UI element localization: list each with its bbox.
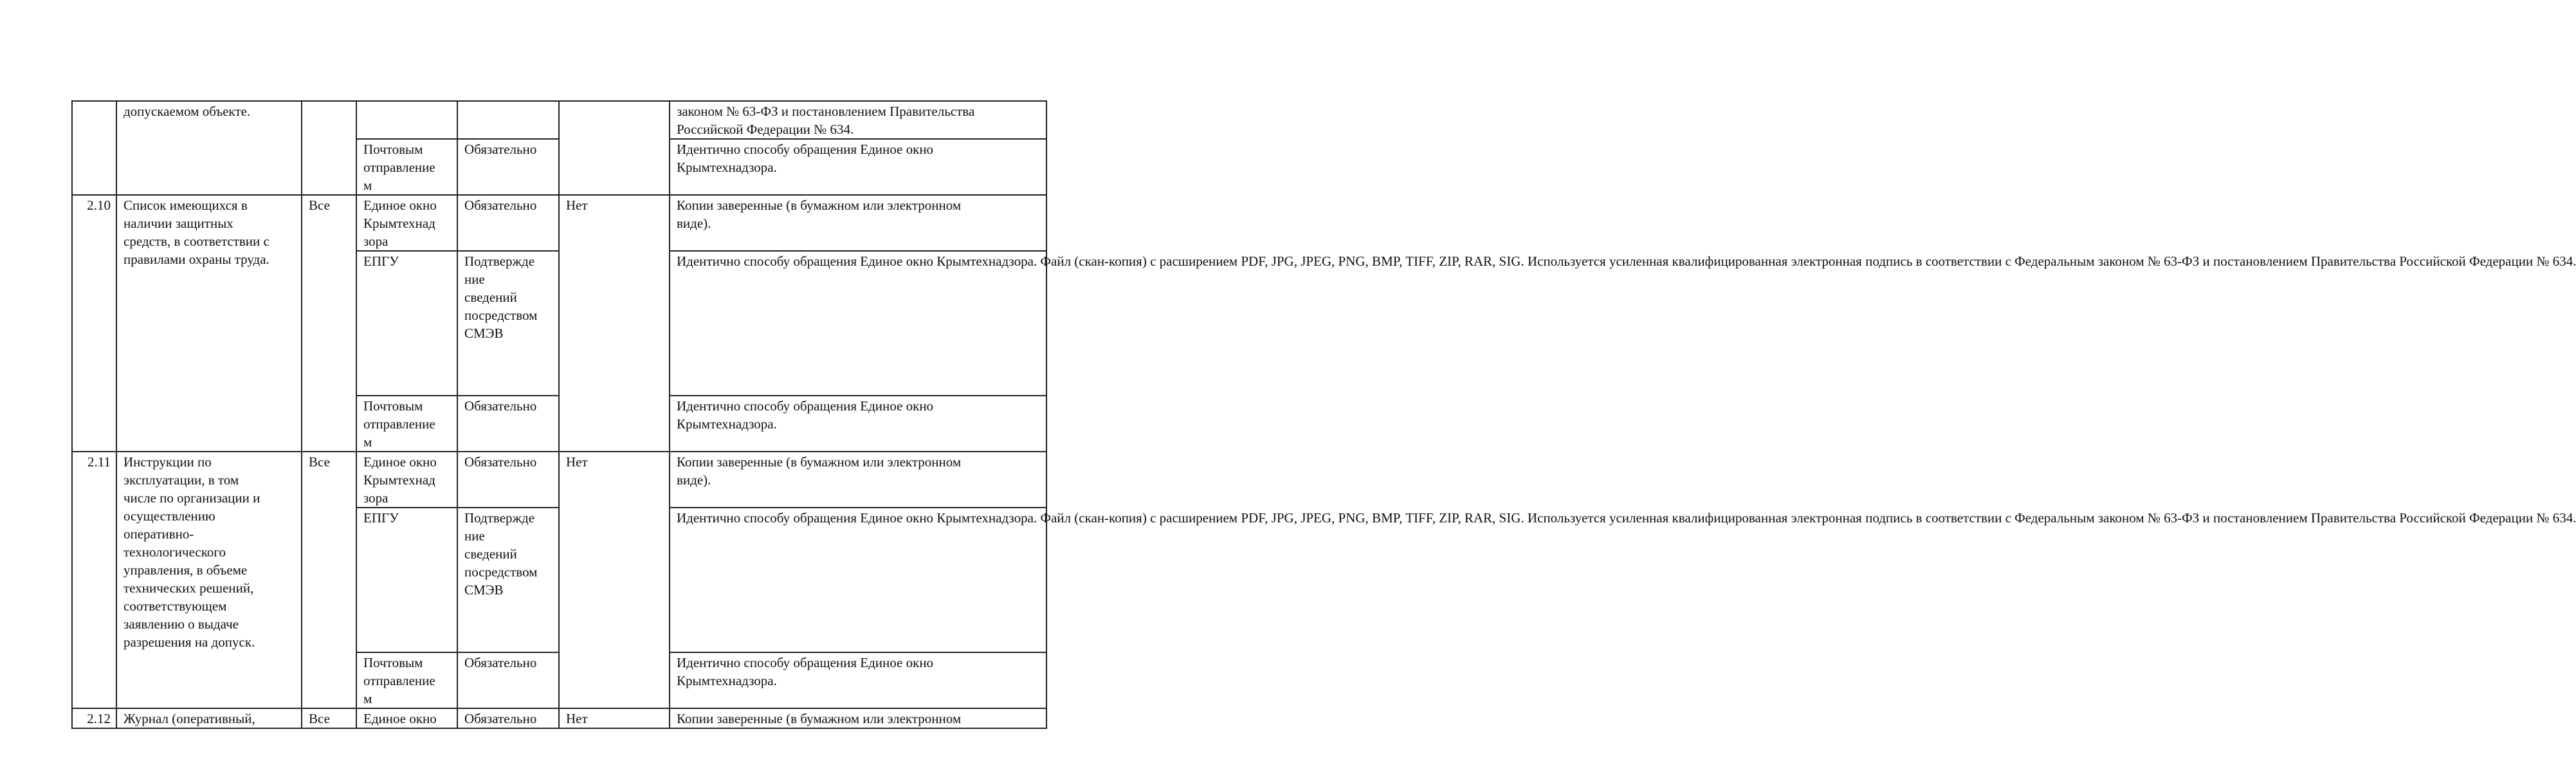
- table-row-2-11: [72, 452, 1046, 508]
- cell-status: Подтвержде ние сведений посредством СМЭВ: [457, 508, 559, 652]
- cell-details: Идентично способу обращения Единое окно Крымтехнадзора. Файл (скан-копия) с расширением PDF, JPG, JPEG, PNG, BMP, TIFF, ZIP, RAR, SIG. Используется усиленная квалифицированная электронная подпись в соответствии с Федеральным законом № 63-ФЗ и постановлением Правительства Российской Федерации № 634.: [670, 508, 1046, 652]
- table-row-2-12: [72, 708, 1046, 728]
- cell-method: [356, 101, 457, 139]
- cell-details: законом № 63-ФЗ и постановлением Правительства Российской Федерации № 634.: [670, 101, 1046, 139]
- cell-applicant: [302, 101, 356, 195]
- cell-number: 2.11: [72, 452, 116, 708]
- cell-number: 2.12: [72, 708, 116, 728]
- cell-applicant: Все: [302, 452, 356, 708]
- cell-method: ЕПГУ: [356, 508, 457, 652]
- cell-status: Обязательно: [457, 452, 559, 508]
- cell-document-name: Журнал (оперативный,: [116, 708, 302, 728]
- cell-applicant: Все: [302, 708, 356, 728]
- cell-extra: Нет: [559, 195, 670, 452]
- cell-method: Почтовым отправление м: [356, 139, 457, 195]
- cell-details: Копии заверенные (в бумажном или электронном виде).: [670, 452, 1046, 508]
- cell-status: Подтвержде ние сведений посредством СМЭВ: [457, 251, 559, 396]
- cell-method: ЕПГУ: [356, 251, 457, 396]
- table-row-continuation: [72, 101, 1046, 139]
- cell-status: Обязательно: [457, 396, 559, 452]
- cell-status: Обязательно: [457, 652, 559, 708]
- cell-details: Идентично способу обращения Единое окно Крымтехнадзора. Файл (скан-копия) с расширением PDF, JPG, JPEG, PNG, BMP, TIFF, ZIP, RAR, SIG. Используется усиленная квалифицированная электронная подпись в соответствии с Федеральным законом № 63-ФЗ и постановлением Правительства Российской Федерации № 634.: [670, 251, 1046, 396]
- cell-applicant: Все: [302, 195, 356, 452]
- cell-number: [72, 101, 116, 195]
- cell-number: 2.10: [72, 195, 116, 452]
- table-row-2-10: [72, 195, 1046, 251]
- cell-details: Идентично способу обращения Единое окно Крымтехнадзора.: [670, 139, 1046, 195]
- cell-method: Единое окно Крымтехнад зора: [356, 195, 457, 251]
- cell-status: Обязательно: [457, 139, 559, 195]
- requirements-table: [71, 100, 2576, 729]
- cell-details: Копии заверенные (в бумажном или электронном виде).: [670, 195, 1046, 251]
- cell-method: Почтовым отправление м: [356, 396, 457, 452]
- cell-extra: Нет: [559, 708, 670, 728]
- cell-document-name: Инструкции по эксплуатации, в том числе по организации и осуществлению оперативно- технологического управления, в объеме технических решений, соответствующем заявлению о выдаче разрешения на допуск.: [116, 452, 302, 708]
- cell-document-name: Список имеющихся в наличии защитных средств, в соответствии с правилами охраны труда.: [116, 195, 302, 452]
- cell-status: Обязательно: [457, 708, 559, 728]
- cell-status: Обязательно: [457, 195, 559, 251]
- cell-status: [457, 101, 559, 139]
- cell-details: Копии заверенные (в бумажном или электронном: [670, 708, 1046, 728]
- cell-details: Идентично способу обращения Единое окно Крымтехнадзора.: [670, 396, 1046, 452]
- cell-extra: [559, 101, 670, 195]
- cell-method: Единое окно: [356, 708, 457, 728]
- cell-extra: Нет: [559, 452, 670, 708]
- cell-details: Идентично способу обращения Единое окно Крымтехнадзора.: [670, 652, 1046, 708]
- cell-method: Единое окно Крымтехнад зора: [356, 452, 457, 508]
- cell-method: Почтовым отправление м: [356, 652, 457, 708]
- cell-document-name: допускаемом объекте.: [116, 101, 302, 195]
